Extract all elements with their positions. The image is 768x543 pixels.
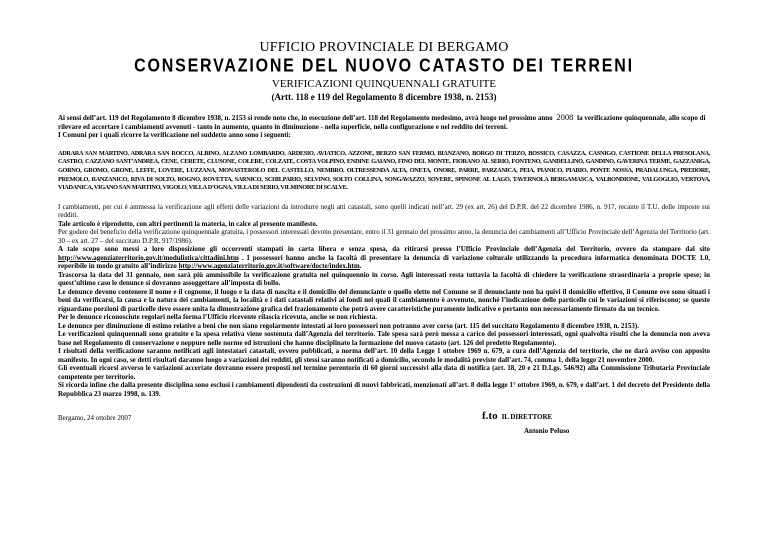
body-paragraph-links xyxy=(58,245,710,271)
notice-footer xyxy=(58,406,710,436)
notice-body xyxy=(58,203,710,399)
office-name: UFFICIO PROVINCIALE DI BERGAMO xyxy=(259,40,509,55)
body-paragraph: Per godere del beneficio della verificazione quinquennale gratuita, i possessori interessati devono presentare, entro il 31 gennaio del prossimo anno, la denuncia dei cambiamenti all’Ufficio Provinciale dell’Agenzia del Territorio (art. 30 – ex art. 27 – del succitato D.P.R. 917/1986). xyxy=(58,228,710,245)
intro-text-2: la verificazione quinquennale, allo scopo di rilevare ed accertare i cambiamenti avvenuti - tanto in aumento, quanto in diminuzione - nella superficie, nella configurazione e nel reddito dei terreni. xyxy=(58,114,706,131)
body-paragraph: I cambiamenti, per cui è ammessa la verificazione agli effetti delle variazioni da introdurre negli atti catastali, sono quelli indicati nell’art. 29 (ex art. 26) del D.P.R. del 22 dicembre 1986, n. 917, recante il T.U. delle imposte sui redditi. xyxy=(58,202,710,220)
signer-name: Antonio Peluso xyxy=(524,427,570,436)
body-paragraph: I risultati della verificazione saranno notificati agli intestatari catastali, ovvero pubblicati, a norma dell’art. 10 della Legge 1 ottobre 1969 n. 679, a cura dell’Agenzia del territorio, che ne darà avviso con apposito manifesto. In ogni caso, se detti risultati daranno luogo a variazioni dei redditi, gli stessi saranno notificati a domicilio, secondo le modalità previste dall’art. 74, comma 1, della legge 21 novembre 2000. xyxy=(58,347,710,364)
intro-paragraph xyxy=(58,113,710,140)
body-text: . xyxy=(359,262,362,271)
body-paragraph: Gli eventuali ricorsi avverso le variazioni accertate dovranno essere proposti nel termine perentorio di 60 giorni successivi alla data di notifica (art. 18, 20 e 21 D.Lgs. 546/92) alla Commissione Tributaria Provinciale competente per territorio. xyxy=(58,364,710,381)
notice-header xyxy=(58,0,710,103)
intro-text-3: I Comuni per i quali ricorre la verificazione nel suddetto anno sono i seguenti: xyxy=(58,131,291,140)
body-paragraph: Tale articolo è riprodotto, con altri pertinenti la materia, in calce al presente manifesto. xyxy=(58,219,318,228)
body-text: . I possessori hanno anche la facoltà di presentare la denuncia di variazione colturale utilizzando la procedura informatica denominata DOCTE 1.0, reperibile in modo gratuito all’indirizzo xyxy=(58,253,710,271)
body-paragraph: Le denunce devono contenere il nome e il cognome, il luogo e la data di nascita e il domicilio del denunciante o quello eletto nel Comune se il denunciante non ha quivi il domicilio effettivo, il Comune ove sono situati i beni da verificarsi, la causa e la natura dei cambiamenti, la località e i dati catastali relativi ai fondi nei quali il cambiamento è avvenuto, nonché l’indicazione delle particelle cui le variazioni si riferiscono; se queste riguardano porzioni di particelle deve essere unita la dimostrazione grafica del frazionamento che potrà avere caratteristiche puramente indicative e pertanto non necessariamente firmato da un tecnico. xyxy=(58,287,710,313)
notice-date: Bergamo, 24 ottobre 2007 xyxy=(58,414,132,423)
body-paragraph: Si ricorda infine che dalla presente disciplina sono esclusi i cambiamenti dipendenti da costruzioni di nuovi fabbricati, menzionati all’art. 8 della legge 1° ottobre 1969, n. 679, e dall’art. 1 del decreto del Presidente della Repubblica 23 marzo 1998, n. 139. xyxy=(58,381,710,398)
notice-subtitle: VERIFICAZIONI QUINQUENNALI GRATUITE xyxy=(271,78,497,90)
signature-block xyxy=(482,406,569,435)
body-paragraph: Trascorsa la data del 31 gennaio, non sarà più ammissibile la verificazione gratuita nel quinquennio in corso. Agli interessati resta tuttavia la facoltà di chiedere la verificazione straordinaria a proprie spese; in quest’ultimo caso le denunce si dovranno assoggettare all’imposta di bollo. xyxy=(58,270,710,288)
body-paragraph: Per le denunce riconosciute regolari nella forma l’Ufficio ricevente rilascia ricevuta, anche se non richiesta. xyxy=(58,313,377,322)
body-paragraph: Le verificazioni quinquennali sono gratuite e la spesa relativa viene sostenuta dall’Agenzia del territorio. Tale spesa sarà però messa a carico dei possessori interessati, ogni qualvolta risulti che la denuncia non aveva base nel Regolamento di conservazione e neppure nelle norme ed istruzioni che hanno disciplinato la formazione del nuovo catasto (art. 126 del predetto Regolamento). xyxy=(58,330,710,347)
signer-role: IL DIRETTORE xyxy=(501,413,553,422)
intro-text-1: Ai sensi dell’art. 119 del Regolamento 8 dicembre 1938, n. 2153 si rende noto che, in esecuzione dell’art. 118 del Regolamento medesimo, avrà luogo nel prossimo anno xyxy=(58,114,553,122)
docte-software-link[interactable]: http://www.agenziaterritorio.gov.it/software/docte/index.htm xyxy=(178,262,360,271)
body-text: A tale scopo sono messi a loro disposizione gli occorrenti stampati in carta libera e senza spesa, da ritirarsi presso l’Ufficio Provinciale dell’Agenzia del Territorio, ovvero da stampare dal sito xyxy=(58,245,710,254)
verification-year: 2008 xyxy=(556,112,574,122)
municipality-list: ADRARA SAN MARTINO, ADRARA SAN ROCCO, ALBINO, ALZANO LOMBARDO, ARDESIO, AVIATICO, AZZONE, BERZO SAN FERMO, BIANZANO, BORGO DI TERZO, BOSSICO, CASAZZA, CASNIGO, CASTIONE DELLA PRESOLANA, CASTRO, CAZZANO SANT’ANDREA, CENE, CERETE, CLUSONE, COLERE, COLZATE, COSTA VOLPINO, ENDINE GAIANO, FINO DEL MONTE, FIORANO AL SERIO, FONTENO, GANDELLINO, GANDINO, GAVERINA TERME, GAZZANIGA, GORNO, GROMO, GRONE, LEFFE, LOVERE, LUZZANA, MONASTEROLO DEL CASTELLO, NEMBRO, OLTRESSENDA ALTA, ONETA, ONORE, PARRE, PARZANICA, PEIA, PIANICO, PIARIO, PONTE NOSSA, PRADALUNGA, PREDORE, PREMOLO, RANZANICO, RIVA DI SOLTO, ROGNO, ROVETTA, SARNICO, SCHILPARIO, SELVINO, SOLTO COLLINA, SONGAVAZZO, SOVERE, SPINONE AL LAGO, TAVERNOLA BERGAMASCA, VALBONDIONE, VALGOGLIO, VERTOVA, VIADANICA, VIGANO SAN MARTINO, VIGOLO, VILLA D’OGNA, VILLA DI SERIO, VILMINORE DI SCALVE. xyxy=(58,149,710,192)
notice-title: CONSERVAZIONE DEL NUOVO CATASTO DEI TERRENI xyxy=(134,56,634,77)
signature-mark: f.to xyxy=(482,410,498,423)
body-paragraph: Le denunce per diminuzione di estimo relative a beni che non siano regolarmente intestati ai loro possessori non potranno aver corso (art. 115 del succitato Regolamento 8 dicembre 1938, n. 2153). xyxy=(58,321,639,330)
legal-reference: (Artt. 118 e 119 del Regolamento 8 dicembre 1938, n. 2153) xyxy=(271,92,497,102)
modulistica-link[interactable]: http://www.agenziaterritorio.gov.it/modulistica/cittadini.htm xyxy=(58,253,239,262)
